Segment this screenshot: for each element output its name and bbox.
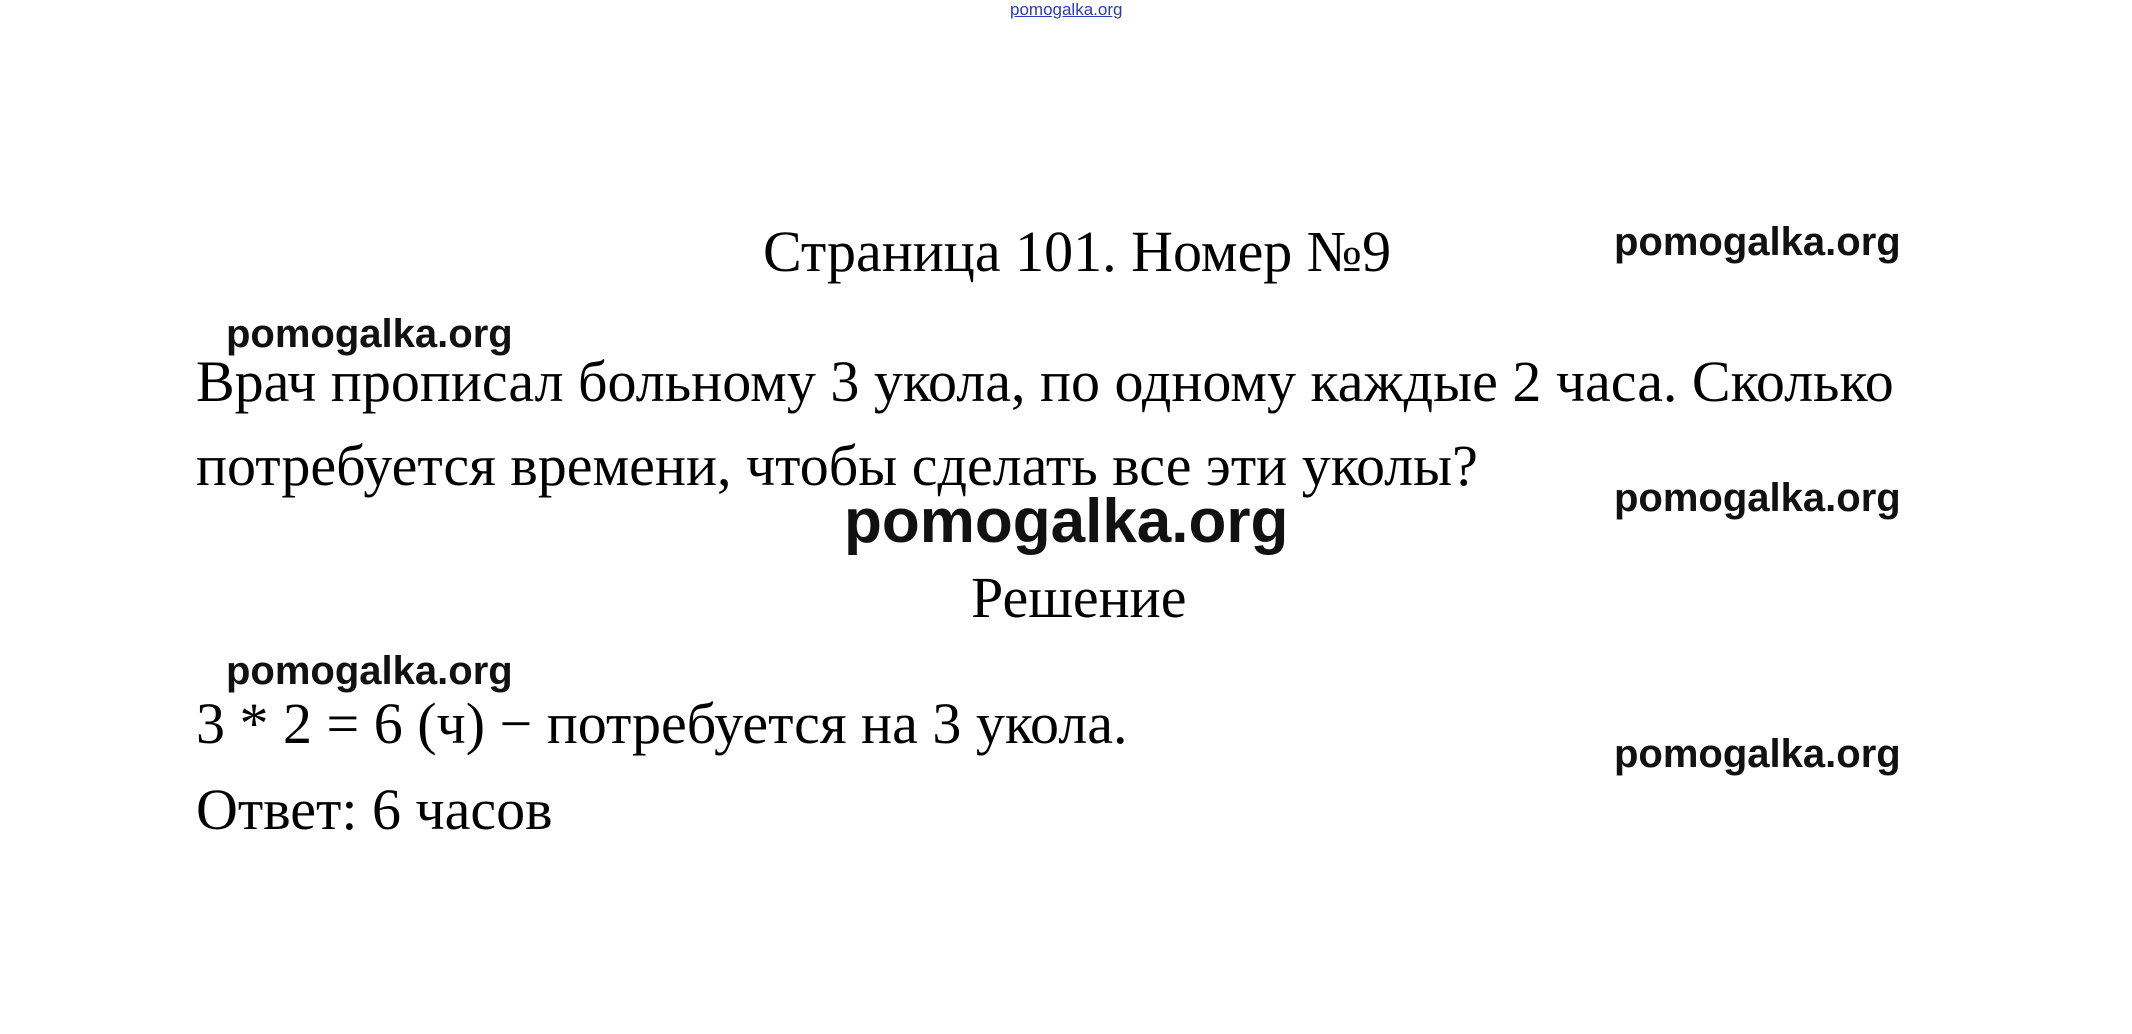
watermark: pomogalka.org	[226, 649, 513, 693]
page-title: Страница 101. Номер №9	[763, 219, 1392, 284]
site-link[interactable]: pomogalka.org	[1010, 0, 1123, 19]
solution-step: 3 * 2 = 6 (ч) − потребуется на 3 укола.	[196, 691, 1128, 756]
problem-text-line-2: потребуется времени, чтобы сделать все эти уколы?	[196, 433, 1478, 498]
problem-text-line-1: Врач прописал больному 3 укола, по одному каждые 2 часа. Сколько	[196, 349, 1894, 414]
watermark: pomogalka.org	[1614, 476, 1901, 520]
watermark: pomogalka.org	[1614, 220, 1901, 264]
watermark: pomogalka.org	[1614, 732, 1901, 776]
watermark: pomogalka.org	[226, 312, 513, 356]
solution-heading: Решение	[971, 565, 1187, 630]
answer-text: Ответ: 6 часов	[196, 777, 553, 842]
watermark-large: pomogalka.org	[844, 487, 1289, 556]
